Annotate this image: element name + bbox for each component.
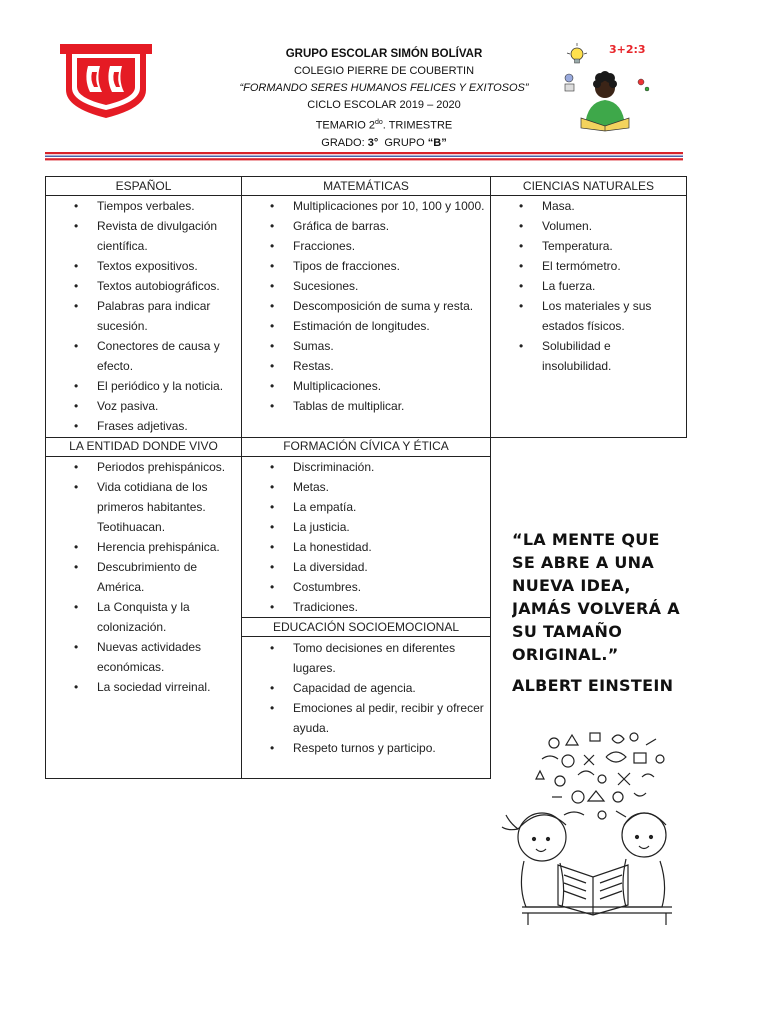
espanol-topic-item: • Frases adjetivas. [46,416,234,436]
matematicas-topic-item: • Tipos de fracciones. [242,256,486,276]
matematicas-header: MATEMÁTICAS [242,177,490,196]
civica-topic-item: • La diversidad. [242,557,486,577]
group-value: “B” [427,136,447,149]
ciencias-topic-item: • Temperatura. [491,236,677,256]
espanol-topic-item: • El periódico y la noticia. [46,376,234,396]
socioemocional-topic-item: • Emociones al pedir, recibir y ofrecer ayuda. [242,698,486,738]
entidad-topic-item: • Vida cotidiana de los primeros habitantes. Teotihuacan. [46,477,234,537]
ciencias-topic-item: • Masa. [491,196,677,216]
matematicas-topic-item: • Fracciones. [242,236,486,256]
matematicas-topic-item: • Sumas. [242,336,486,356]
socioemocional-topic-item: • Respeto turnos y participo. [242,738,486,758]
civica-topic-list [242,457,486,617]
espanol-topic-item: • Textos expositivos. [46,256,234,276]
temario-line [180,114,588,135]
matematicas-topic-item: • Multiplicaciones. [242,376,486,396]
ciencias-topic-item: • La fuerza. [491,276,677,296]
ciencias-topic-list [491,196,677,376]
civica-topic-item: • Costumbres. [242,577,486,597]
espanol-topic-item: • Conectores de causa y efecto. [46,336,234,376]
civica-topic-item: • La justicia. [242,517,486,537]
espanol-topic-item: • Textos autobiográficos. [46,276,234,296]
entidad-topic-list [46,457,234,697]
socioemocional-topic-item: • Capacidad de agencia. [242,678,486,698]
entidad-topic-item: • Descubrimiento de América. [46,557,234,597]
grade-value: 3° [367,136,379,149]
espanol-topic-item: • Revista de divulgación científica. [46,216,234,256]
ciencias-topic-item: • Volumen. [491,216,677,236]
einstein-quote [512,528,687,706]
school-logo [58,42,154,120]
espanol-topic-item: • Palabras para indicar sucesión. [46,296,234,336]
quote-author: ALBERT EINSTEIN [512,676,674,695]
matematicas-topic-item: • Tablas de multiplicar. [242,396,486,416]
kid-reading-illustration [555,40,655,132]
school-name: COLEGIO PIERRE DE COUBERTIN [293,65,475,77]
espanol-header: ESPAÑOL [46,177,241,196]
matematicas-topic-list [242,196,486,416]
quote-text: “LA MENTE QUE SE ABRE A UNA NUEVA IDEA, JAMÁS VOLVERÁ A SU TAMAÑO ORIGINAL.” [512,530,680,664]
socioemocional-header: EDUCACIÓN SOCIOEMOCIONAL [242,617,490,637]
school-group-name: GRUPO ESCOLAR SIMÓN BOLÍVAR [285,48,483,60]
entidad-topic-item: • Herencia prehispánica. [46,537,234,557]
civica-topic-item: • Tradiciones. [242,597,486,617]
espanol-topic-item: • Tiempos verbales. [46,196,234,216]
header-block [180,46,588,152]
temario-prefix: TEMARIO 2 [315,119,375,132]
group-label: GRUPO [378,136,428,149]
matematicas-topic-item: • Gráfica de barras. [242,216,486,236]
temario-ordinal: do [375,119,383,126]
temario-suffix: . TRIMESTRE [382,119,453,132]
matematicas-topic-item: • Descomposición de suma y resta. [242,296,486,316]
entidad-topic-item: • La sociedad virreinal. [46,677,234,697]
ciencias-topic-item: • Solubilidad e insolubilidad. [491,336,677,376]
matematicas-topic-item: • Restas. [242,356,486,376]
school-motto: “FORMANDO SERES HUMANOS FELICES Y EXITOSOS” [239,82,529,94]
header-divider [45,152,683,162]
civica-topic-item: • La honestidad. [242,537,486,557]
grade-label: GRADO: [321,136,368,149]
ciencias-topic-item: • Los materiales y sus estados físicos. [491,296,677,336]
entidad-header: LA ENTIDAD DONDE VIVO [46,437,241,457]
matematicas-topic-item: • Estimación de longitudes. [242,316,486,336]
math-formula-text: 3+2:3 [609,43,646,56]
grade-line [180,135,588,152]
matematicas-topic-item: • Multiplicaciones por 10, 100 y 1000. [242,196,486,216]
school-cycle: CICLO ESCOLAR 2019 – 2020 [307,99,461,111]
matematicas-topic-item: • Sucesiones. [242,276,486,296]
ciencias-header: CIENCIAS NATURALES [491,177,686,196]
socioemocional-topic-list [242,638,486,758]
civica-topic-item: • Metas. [242,477,486,497]
civica-topic-item: • Discriminación. [242,457,486,477]
children-reading-illustration [494,725,692,925]
civica-header: FORMACIÓN CÍVICA Y ÉTICA [242,437,490,457]
socioemocional-topic-item: • Tomo decisiones en diferentes lugares. [242,638,486,678]
espanol-topic-item: • Voz pasiva. [46,396,234,416]
espanol-topic-list [46,196,234,436]
ciencias-topic-item: • El termómetro. [491,256,677,276]
entidad-topic-item: • Periodos prehispánicos. [46,457,234,477]
civica-topic-item: • La empatía. [242,497,486,517]
entidad-topic-item: • La Conquista y la colonización. [46,597,234,637]
entidad-topic-item: • Nuevas actividades económicas. [46,637,234,677]
